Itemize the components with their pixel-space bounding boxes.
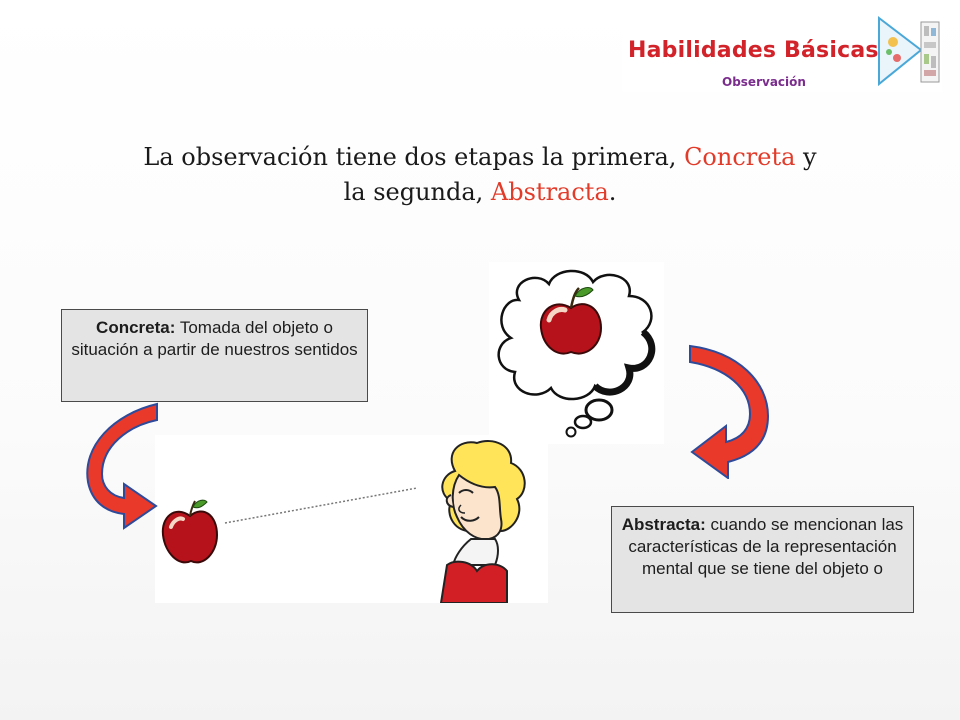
concreta-term: Concreta: bbox=[96, 318, 176, 337]
headline-text: y bbox=[795, 143, 817, 171]
logo-title: Habilidades Básicas bbox=[628, 38, 879, 63]
logo-subtitle: Observación bbox=[722, 75, 806, 89]
concreta-text: Tomada del objeto o situación a partir de nuestros sentidos bbox=[71, 318, 358, 359]
headline-text: La observación tiene dos etapas la primera, bbox=[143, 143, 685, 171]
abstracta-term: Abstracta: bbox=[621, 515, 706, 534]
apple-icon bbox=[163, 500, 217, 562]
headline-text: la segunda, bbox=[343, 178, 491, 206]
headline bbox=[100, 140, 860, 210]
concreta-definition-box bbox=[61, 309, 368, 402]
headline-line-2 bbox=[100, 175, 860, 210]
headline-text: . bbox=[608, 178, 617, 206]
abstracta-highlight: Abstracta bbox=[490, 178, 609, 206]
abstracta-text: cuando se mencionan las características de la representación mental que se tiene del objeto o bbox=[628, 515, 904, 578]
logo-graphic-icon bbox=[877, 14, 941, 88]
concreta-highlight: Concreta bbox=[684, 143, 796, 171]
person-face-icon bbox=[441, 441, 525, 603]
abstracta-definition-box bbox=[611, 506, 914, 613]
observation-scene bbox=[155, 435, 548, 603]
curved-arrow-icon bbox=[688, 344, 772, 479]
logo bbox=[622, 12, 942, 92]
headline-line-1 bbox=[100, 140, 860, 175]
thought-bubble-icon bbox=[489, 262, 664, 444]
curved-arrow-icon bbox=[84, 402, 164, 532]
